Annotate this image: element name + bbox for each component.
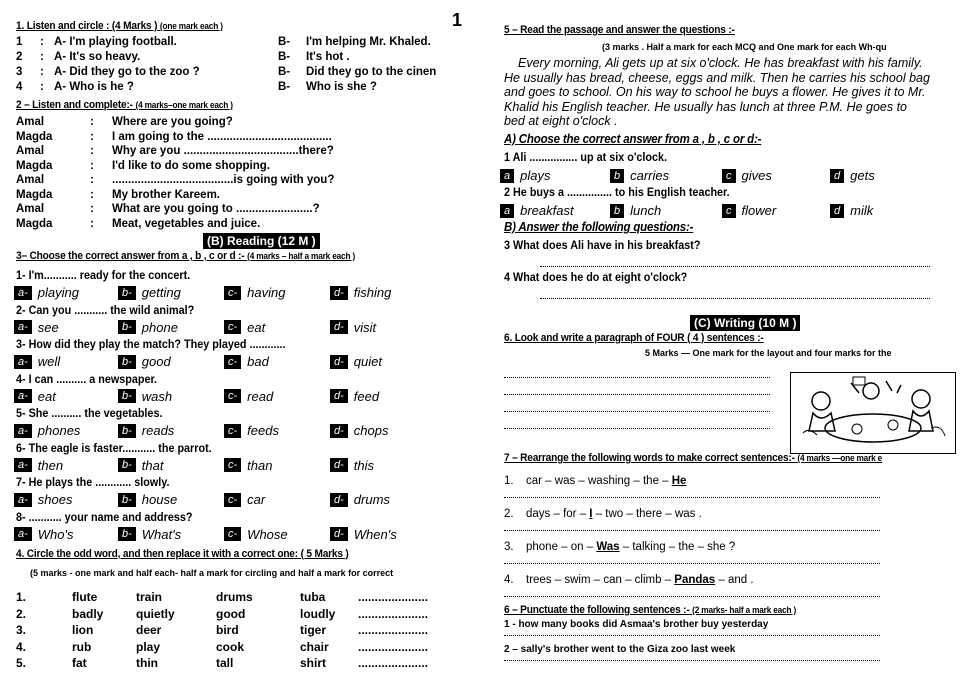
question-text: 1- I'm........... ready for the concert. bbox=[16, 268, 191, 282]
word-cell[interactable]: bird bbox=[216, 623, 239, 637]
family-dinner-sketch bbox=[791, 373, 955, 453]
option-text: gets bbox=[850, 168, 875, 183]
choice-b-label: B- bbox=[278, 51, 291, 63]
choice-a[interactable]: A- I'm playing football. bbox=[54, 36, 177, 48]
word-cell[interactable]: shirt bbox=[300, 656, 327, 670]
option-label: d- bbox=[330, 424, 348, 438]
option-label: d- bbox=[330, 320, 348, 334]
option-label: c- bbox=[224, 493, 241, 507]
option-text: bad bbox=[247, 354, 269, 369]
answer-option[interactable] bbox=[722, 167, 772, 185]
section5-title: 5 – Read the passage and answer the questions :- bbox=[504, 24, 735, 36]
option-text: What's bbox=[141, 526, 182, 542]
option-label: c- bbox=[224, 355, 241, 369]
option-text: well bbox=[37, 354, 61, 369]
row-number: 5. bbox=[16, 656, 27, 670]
answer-option[interactable] bbox=[14, 422, 80, 440]
option-text: car bbox=[247, 492, 266, 507]
option-label: b bbox=[610, 169, 624, 183]
section3-title: 3– Choose the correct answer from a , b , c or d :- (4 marks – half a mark each ) bbox=[16, 250, 356, 262]
speaker-name: Magda bbox=[16, 159, 53, 172]
punctuation-sentence: 2 – sally's brother went to the Giza zoo last week bbox=[504, 644, 736, 655]
writing-line[interactable] bbox=[504, 411, 770, 412]
option-label: a- bbox=[14, 320, 32, 334]
answer-blank[interactable]: ..................... bbox=[358, 590, 429, 604]
item-number: 1. bbox=[504, 475, 514, 487]
word-cell[interactable]: chair bbox=[300, 639, 329, 654]
word-cell[interactable]: quietly bbox=[136, 606, 175, 621]
left-column bbox=[0, 0, 470, 682]
answer-line[interactable] bbox=[504, 530, 880, 531]
answer-option[interactable] bbox=[224, 319, 265, 337]
option-text: than bbox=[247, 457, 273, 473]
option-text: milk bbox=[850, 203, 874, 218]
option-label: c bbox=[722, 204, 736, 218]
word-cell[interactable]: deer bbox=[136, 623, 162, 637]
word-cell[interactable]: good bbox=[216, 606, 246, 621]
option-label: c- bbox=[224, 320, 241, 334]
speaker-name: Amal bbox=[16, 116, 45, 128]
section5b-title: B) Answer the following questions:- bbox=[504, 220, 694, 234]
item-number: 4 bbox=[16, 81, 23, 93]
answer-line[interactable] bbox=[504, 596, 880, 597]
option-text: phones bbox=[37, 423, 81, 438]
section2-title: 2 – Listen and complete:- (4 marks–one mark each ) bbox=[16, 99, 233, 111]
answer-option[interactable] bbox=[330, 284, 391, 302]
scrambled-sentence bbox=[504, 574, 754, 586]
answer-option[interactable] bbox=[330, 526, 397, 544]
word-cell[interactable]: play bbox=[136, 639, 161, 654]
dialogue-line[interactable]: I am going to the ....................................... bbox=[112, 130, 332, 143]
answer-line[interactable] bbox=[504, 635, 880, 636]
answer-option[interactable] bbox=[500, 202, 574, 220]
answer-option[interactable] bbox=[118, 491, 177, 509]
option-text: visit bbox=[353, 319, 377, 335]
writing-banner: (C) Writing (10 M ) bbox=[690, 315, 800, 331]
colon: : bbox=[40, 36, 44, 48]
option-text: playing bbox=[37, 285, 79, 300]
option-label: c- bbox=[224, 389, 241, 403]
option-text: phone bbox=[141, 319, 178, 335]
item-number: 3 bbox=[16, 66, 23, 78]
answer-option[interactable] bbox=[14, 284, 79, 302]
passage-line: He usually has bread, cheese, eggs and milk. Then he carries his school bag bbox=[504, 70, 930, 85]
option-text: wash bbox=[141, 388, 173, 404]
word-cell[interactable]: train bbox=[136, 590, 163, 604]
row-number: 4. bbox=[16, 639, 27, 654]
answer-line[interactable] bbox=[504, 660, 880, 661]
word-cell[interactable]: flute bbox=[72, 590, 98, 604]
answer-line[interactable] bbox=[504, 563, 880, 564]
answer-option[interactable] bbox=[118, 284, 181, 302]
answer-option[interactable] bbox=[14, 319, 59, 337]
option-label: a- bbox=[14, 458, 32, 472]
capitalized-word: Was bbox=[596, 541, 620, 553]
option-label: c- bbox=[224, 424, 241, 438]
answer-option[interactable] bbox=[224, 526, 288, 544]
option-text: quiet bbox=[353, 354, 382, 369]
option-label: c- bbox=[224, 458, 241, 472]
dialogue-line[interactable]: ......................................is going with you? bbox=[112, 174, 335, 186]
item-number: 3. bbox=[504, 541, 514, 553]
answer-option[interactable] bbox=[224, 491, 265, 509]
choice-a[interactable]: A- Who is he ? bbox=[54, 81, 134, 93]
speaker-name: Amal bbox=[16, 174, 45, 186]
row-number: 3. bbox=[16, 623, 27, 637]
word-cell[interactable]: badly bbox=[72, 606, 104, 621]
option-text: eat bbox=[37, 388, 56, 404]
option-label: c- bbox=[224, 286, 241, 300]
option-text: chops bbox=[353, 423, 389, 438]
answer-option[interactable] bbox=[118, 353, 171, 371]
option-label: d bbox=[830, 204, 844, 218]
option-label: c bbox=[722, 169, 736, 183]
section7-title: 7 – Rearrange the following words to make correct sentences:- (4 marks —one mark e bbox=[504, 452, 883, 464]
choice-b-label: B- bbox=[278, 81, 291, 93]
word-cell[interactable]: loudly bbox=[300, 606, 336, 621]
option-label: b- bbox=[118, 458, 136, 472]
punctuation-sentence: 1 - how many books did Asmaa's brother buy yesterday bbox=[504, 619, 769, 630]
option-text: good bbox=[141, 354, 171, 369]
option-label: a- bbox=[14, 355, 32, 369]
item-number: 1 bbox=[16, 36, 23, 48]
answer-option[interactable] bbox=[330, 422, 388, 440]
answer-line[interactable] bbox=[540, 266, 930, 267]
scrambled-sentence bbox=[504, 541, 735, 553]
question-text: 4 What does he do at eight o'clock? bbox=[504, 270, 688, 284]
section5-note: (3 marks . Half a mark for each MCQ and One mark for each Wh-qu bbox=[602, 42, 887, 52]
option-text: flower bbox=[741, 203, 777, 218]
option-text: this bbox=[353, 457, 375, 473]
answer-option[interactable] bbox=[722, 202, 776, 220]
sentence-words: trees – swim – can – climb – bbox=[526, 574, 675, 586]
option-label: a bbox=[500, 204, 514, 218]
option-label: a- bbox=[14, 286, 32, 300]
option-text: read bbox=[247, 388, 274, 404]
option-text: eat bbox=[247, 319, 266, 335]
answer-option[interactable] bbox=[14, 388, 56, 406]
option-text: feeds bbox=[247, 423, 279, 438]
answer-line[interactable] bbox=[504, 497, 880, 498]
answer-option[interactable] bbox=[830, 167, 875, 185]
section6-note: 5 Marks — One mark for the layout and four marks for the bbox=[645, 348, 892, 358]
option-label: b- bbox=[118, 424, 136, 438]
question-text: 6- The eagle is faster........... the parrot. bbox=[16, 440, 212, 455]
option-text: carries bbox=[630, 168, 670, 183]
dialogue-line[interactable]: I'd like to do some shopping. bbox=[112, 159, 270, 172]
answer-option[interactable] bbox=[224, 284, 285, 302]
speaker-name: Amal bbox=[16, 145, 45, 157]
passage-line: Every morning, Ali gets up at six o'clock. He has breakfast with his family. bbox=[518, 56, 923, 70]
option-label: a- bbox=[14, 493, 32, 507]
answer-blank[interactable]: ..................... bbox=[358, 623, 429, 637]
choice-b[interactable]: It's hot . bbox=[306, 51, 350, 63]
passage-line: Khalid his English teacher. He usually has lunch at three P.M. He goes to bbox=[504, 99, 908, 114]
option-label: a- bbox=[14, 527, 32, 541]
option-label: c- bbox=[224, 527, 241, 541]
item-number: 2 bbox=[16, 51, 23, 63]
colon: : bbox=[90, 159, 94, 172]
option-text: When's bbox=[353, 526, 397, 542]
section6-title: 6. Look and write a paragraph of FOUR ( 4 ) sentences :- bbox=[504, 332, 764, 344]
question-text: 4- I can .......... a newspaper. bbox=[16, 371, 158, 386]
dialogue-line[interactable]: Why are you ....................................there? bbox=[112, 145, 334, 157]
question-text: 8- ........... your name and address? bbox=[16, 509, 193, 524]
capitalized-word: I bbox=[589, 508, 593, 520]
answer-option[interactable] bbox=[118, 388, 172, 406]
page-number: 1 bbox=[452, 10, 463, 30]
answer-option[interactable] bbox=[14, 491, 72, 509]
option-text: Whose bbox=[247, 526, 288, 542]
answer-blank[interactable]: ..................... bbox=[358, 606, 429, 621]
colon: : bbox=[90, 217, 94, 230]
option-text: then bbox=[37, 457, 64, 473]
option-text: Who's bbox=[37, 526, 74, 542]
answer-line[interactable] bbox=[540, 298, 930, 299]
item-number: 4. bbox=[504, 574, 514, 586]
option-label: d- bbox=[330, 527, 348, 541]
row-number: 2. bbox=[16, 606, 27, 621]
sentence-words: car – was – washing – the – bbox=[526, 475, 672, 487]
question-text: 5- She .......... the vegetables. bbox=[16, 406, 163, 420]
option-text: having bbox=[247, 285, 286, 300]
writing-line[interactable] bbox=[504, 394, 770, 395]
answer-option[interactable] bbox=[330, 457, 374, 475]
colon: : bbox=[40, 51, 44, 63]
item-number: 2. bbox=[504, 508, 514, 520]
sentence-words-end: – two – there – was . bbox=[592, 508, 702, 520]
section1-title: 1. Listen and circle : (4 Marks ) (one mark each ) bbox=[16, 20, 223, 32]
option-label: d- bbox=[330, 389, 348, 403]
colon: : bbox=[90, 145, 94, 157]
passage-line: bed at eight o'clock . bbox=[504, 114, 618, 128]
word-cell[interactable]: rub bbox=[72, 639, 92, 654]
answer-option[interactable] bbox=[118, 526, 181, 544]
option-label: b- bbox=[118, 527, 136, 541]
option-label: a- bbox=[14, 424, 32, 438]
option-label: b- bbox=[118, 389, 136, 403]
section4-note: (5 marks - one mark and half each- half a mark for circling and half a mark for correct bbox=[30, 568, 394, 578]
picture-family-dinner bbox=[790, 372, 956, 454]
option-text: breakfast bbox=[520, 203, 574, 218]
colon: : bbox=[90, 116, 94, 128]
answer-option[interactable] bbox=[118, 457, 163, 475]
choice-b-label: B- bbox=[278, 66, 291, 78]
reading-banner: (B) Reading (12 M ) bbox=[203, 233, 320, 249]
sentence-words: days – for – bbox=[526, 508, 590, 520]
option-label: d- bbox=[330, 493, 348, 507]
speaker-name: Magda bbox=[16, 188, 53, 201]
section4-title: 4. Circle the odd word, and then replace it with a correct one: ( 5 Marks ) bbox=[16, 548, 349, 560]
choice-b[interactable]: Who is she ? bbox=[306, 81, 377, 93]
option-label: a bbox=[500, 169, 514, 183]
option-text: fishing bbox=[353, 285, 392, 300]
option-label: d bbox=[830, 169, 844, 183]
dialogue-line[interactable]: Meat, vegetables and juice. bbox=[112, 217, 261, 230]
answer-option[interactable] bbox=[330, 353, 382, 371]
section5a-title: A) Choose the correct answer from a , b , c or d:- bbox=[504, 132, 762, 146]
choice-a[interactable]: A- It's so heavy. bbox=[54, 51, 141, 63]
question-text: 2- Can you ........... the wild animal? bbox=[16, 302, 195, 317]
answer-option[interactable] bbox=[14, 526, 74, 544]
answer-option[interactable] bbox=[14, 457, 63, 475]
answer-option[interactable] bbox=[500, 167, 550, 185]
passage-line: and goes to school. On his way to school he buys a flower. He gives it to Mr. bbox=[504, 85, 926, 99]
option-text: see bbox=[37, 319, 59, 335]
option-label: b- bbox=[118, 320, 136, 334]
option-text: getting bbox=[141, 285, 181, 300]
writing-line[interactable] bbox=[504, 428, 770, 429]
colon: : bbox=[90, 188, 94, 201]
option-label: d- bbox=[330, 286, 348, 300]
word-cell[interactable]: tall bbox=[216, 656, 234, 670]
option-label: b- bbox=[118, 286, 136, 300]
option-label: b- bbox=[118, 493, 136, 507]
word-cell[interactable]: tiger bbox=[300, 623, 327, 637]
answer-option[interactable] bbox=[224, 422, 279, 440]
answer-option[interactable] bbox=[610, 202, 661, 220]
colon: : bbox=[40, 66, 44, 78]
option-text: reads bbox=[141, 423, 175, 438]
dialogue-line[interactable]: My brother Kareem. bbox=[112, 188, 221, 201]
choice-b[interactable]: Did they go to the cinen bbox=[306, 66, 437, 78]
option-label: b- bbox=[118, 355, 136, 369]
answer-option[interactable] bbox=[610, 167, 669, 185]
question-text: 2 He buys a ............... to his English teacher. bbox=[504, 185, 730, 199]
sentence-words-end: – talking – the – she ? bbox=[619, 541, 736, 553]
answer-option[interactable] bbox=[830, 202, 873, 220]
row-number: 1. bbox=[16, 590, 27, 604]
dialogue-line[interactable]: What are you going to ........................? bbox=[112, 203, 320, 215]
capitalized-word: He bbox=[671, 475, 687, 487]
word-cell[interactable]: cook bbox=[216, 639, 245, 654]
colon: : bbox=[40, 81, 44, 93]
word-cell[interactable]: tuba bbox=[300, 590, 326, 604]
option-label: b bbox=[610, 204, 624, 218]
sentence-words: phone – on – bbox=[526, 541, 597, 553]
option-text: gives bbox=[741, 168, 772, 183]
capitalized-word: Pandas bbox=[674, 574, 716, 586]
answer-option[interactable] bbox=[118, 319, 178, 337]
answer-option[interactable] bbox=[330, 319, 376, 337]
word-cell[interactable]: thin bbox=[136, 656, 158, 670]
choice-a[interactable]: A- Did they go to the zoo ? bbox=[54, 66, 200, 78]
answer-option[interactable] bbox=[118, 422, 174, 440]
scrambled-sentence bbox=[504, 508, 702, 520]
choice-b[interactable]: I'm helping Mr. Khaled. bbox=[306, 36, 431, 48]
option-text: lunch bbox=[630, 203, 662, 218]
option-label: d- bbox=[330, 355, 348, 369]
answer-option[interactable] bbox=[330, 491, 390, 509]
word-cell[interactable]: fat bbox=[72, 656, 87, 670]
option-text: shoes bbox=[37, 492, 73, 507]
choice-b-label: B- bbox=[278, 36, 291, 48]
option-text: house bbox=[141, 492, 178, 507]
colon: : bbox=[90, 174, 94, 186]
answer-blank[interactable]: ..................... bbox=[358, 639, 429, 654]
question-text: 1 Ali ................ up at six o'clock. bbox=[504, 150, 668, 164]
answer-option[interactable] bbox=[224, 353, 269, 371]
answer-blank[interactable]: ..................... bbox=[358, 656, 429, 670]
scrambled-sentence bbox=[504, 475, 686, 487]
answer-option[interactable] bbox=[330, 388, 379, 406]
colon: : bbox=[90, 203, 94, 215]
word-cell[interactable]: drums bbox=[216, 590, 253, 604]
option-text: drums bbox=[353, 492, 390, 507]
sentence-words-end: – and . bbox=[715, 574, 754, 586]
dialogue-line[interactable]: Where are you going? bbox=[112, 116, 233, 128]
speaker-name: Magda bbox=[16, 130, 53, 143]
option-text: that bbox=[141, 457, 164, 473]
writing-line[interactable] bbox=[504, 377, 770, 378]
question-text: 3 What does Ali have in his breakfast? bbox=[504, 238, 701, 252]
section8-title: 6 – Punctuate the following sentences :- (2 marks- half a mark each ) bbox=[504, 604, 797, 616]
colon: : bbox=[90, 130, 94, 143]
option-label: d- bbox=[330, 458, 348, 472]
question-text: 3- How did they play the match? They played ............ bbox=[16, 337, 286, 351]
option-text: feed bbox=[353, 388, 380, 404]
option-text: plays bbox=[520, 168, 551, 183]
option-label: a- bbox=[14, 389, 32, 403]
speaker-name: Magda bbox=[16, 217, 53, 230]
word-cell[interactable]: lion bbox=[72, 623, 94, 637]
answer-option[interactable] bbox=[14, 353, 60, 371]
right-column bbox=[500, 0, 960, 682]
question-text: 7- He plays the ............ slowly. bbox=[16, 475, 170, 489]
answer-option[interactable] bbox=[224, 388, 273, 406]
answer-option[interactable] bbox=[224, 457, 272, 475]
speaker-name: Amal bbox=[16, 203, 45, 215]
